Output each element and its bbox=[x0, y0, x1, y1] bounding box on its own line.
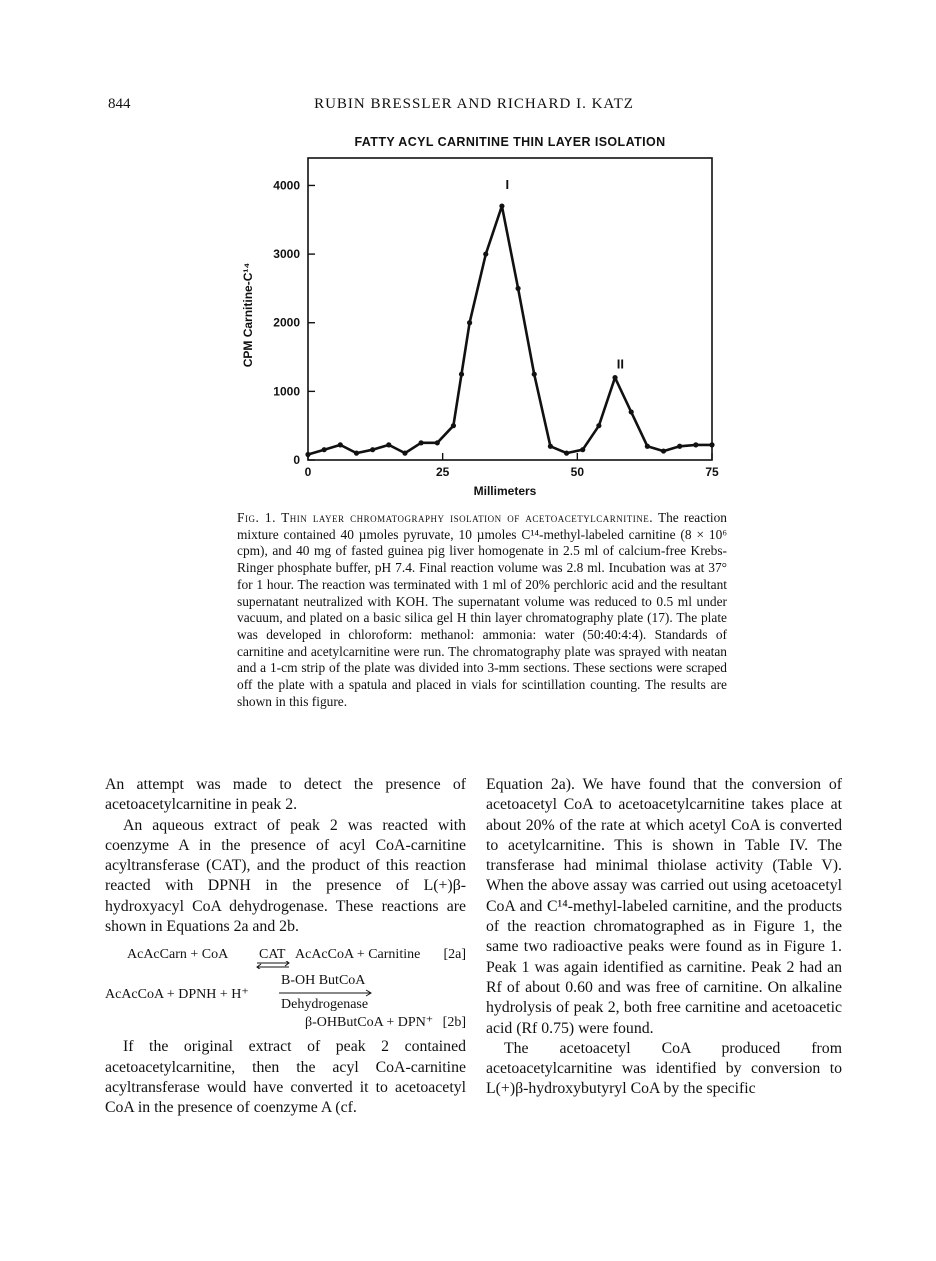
eq2b-tag: [2b] bbox=[442, 1015, 466, 1031]
data-point bbox=[305, 452, 310, 457]
eq2b-left: AcAcCoA + DPNH + H⁺ bbox=[105, 987, 249, 1003]
caption-title: Thin layer chromatography isolation of acetoacetylcarnitine. bbox=[281, 510, 654, 525]
x-tick-label: 0 bbox=[304, 465, 312, 479]
paragraph: An attempt was made to detect the presence of acetoacetylcarnitine in peak 2. bbox=[105, 776, 466, 814]
eq2a-enzyme: CAT bbox=[259, 947, 286, 963]
eq2b-enzyme-bottom: Dehydrogenase bbox=[281, 997, 369, 1013]
eq2b-right: β-OHButCoA + DPN⁺ bbox=[305, 1015, 434, 1031]
data-point bbox=[483, 251, 488, 256]
x-axis-label: Millimeters bbox=[473, 484, 537, 498]
data-point bbox=[532, 372, 537, 377]
eq2a-left: AcAcCarn + CoA bbox=[127, 947, 229, 963]
data-point bbox=[499, 203, 504, 208]
peak-label: I bbox=[505, 176, 510, 192]
equation-2a bbox=[105, 943, 466, 969]
equilibrium-arrow-icon bbox=[255, 961, 291, 969]
paragraph: An aqueous extract of peak 2 was reacted with coenzyme A in the presence of acyl CoA-carnitine acyltransferase (CAT), and the product of this reaction reacted with DPNH in the presence of L(+)β-hydroxyacyl CoA dehydrogenase. These reactions are shown in Equations 2a and 2b. bbox=[105, 816, 466, 936]
data-point bbox=[580, 447, 585, 452]
data-point bbox=[661, 448, 666, 453]
chart-axes bbox=[308, 158, 712, 460]
data-point bbox=[693, 442, 698, 447]
data-point bbox=[370, 447, 375, 452]
data-point bbox=[338, 442, 343, 447]
caption-body: The reaction mixture contained 40 µmoles pyruvate, 10 µmoles C¹⁴-methyl-labeled carnitine (8 × 10⁶ cpm), and 40 mg of fasted guinea pig liver homogenate in 2.5 ml of calcium-free Krebs-Ringer phosphate buffer, pH 7.4. Final reaction volume was 2.8 ml. Incubation was at 37° for 1 hour. The reaction was terminated with 1 ml of 20% perchloric acid and the resultant supernatant neutralized with KOH. The supernatant volume was reduced to 0.5 ml under vacuum, and plated on a basic silica gel H thin layer chromatography plate (17). The plate was developed in chloroform: methanol: ammonia: water (50:40:4:4). Standards of carnitine and acetylcarnitine were run. The chromatography plate was sprayed with neatan and a 1-cm strip of the plate was divided into 3-mm sections. These sections were scraped off the plate with a spatula and placed in vials for scintillation counting. The results are shown in this figure. bbox=[237, 510, 727, 709]
data-point bbox=[515, 286, 520, 291]
y-tick-label: 4000 bbox=[273, 178, 300, 193]
y-tick-label: 0 bbox=[293, 453, 300, 467]
paragraph: The acetoacetyl CoA produced from acetoacetylcarnitine was identified by conversion to L(+)β-hydroxybutyryl CoA by the specific bbox=[486, 1039, 842, 1098]
page-number: 844 bbox=[108, 96, 131, 112]
author-header: RUBIN BRESSLER AND RICHARD I. KATZ bbox=[314, 96, 634, 112]
chart-annotations bbox=[505, 177, 624, 372]
figure-caption bbox=[237, 510, 727, 710]
data-point bbox=[709, 442, 714, 447]
chart-series bbox=[305, 203, 714, 457]
data-point bbox=[419, 440, 424, 445]
data-point bbox=[564, 451, 569, 456]
data-point bbox=[402, 451, 407, 456]
equation-2b bbox=[105, 969, 466, 1029]
paragraph: If the original extract of peak 2 contained acetoacetylcarnitine, then the acyl CoA-carnitine acyltransferase would have converted it to acetoacetyl CoA in the presence of coenzyme A (cf. bbox=[105, 1038, 466, 1117]
data-point bbox=[612, 375, 617, 380]
data-point bbox=[596, 423, 601, 428]
plot-frame bbox=[308, 158, 712, 460]
left-column bbox=[105, 775, 466, 1119]
data-point bbox=[629, 409, 634, 414]
eq2a-right: AcAcCoA + Carnitine bbox=[295, 947, 421, 963]
data-point bbox=[459, 372, 464, 377]
data-point bbox=[677, 444, 682, 449]
data-point bbox=[451, 423, 456, 428]
series-line bbox=[308, 206, 712, 455]
data-point bbox=[645, 444, 650, 449]
right-column bbox=[486, 775, 842, 1100]
peak-label: II bbox=[616, 356, 625, 372]
caption-label: Fig. 1. bbox=[237, 510, 276, 525]
running-head bbox=[108, 96, 840, 118]
y-axis-label: CPM Carnitine-C¹⁴ bbox=[241, 262, 255, 368]
x-tick-label: 50 bbox=[570, 465, 585, 479]
data-point bbox=[467, 320, 472, 325]
x-tick-label: 75 bbox=[705, 465, 719, 479]
y-tick-label: 3000 bbox=[273, 247, 300, 262]
data-point bbox=[386, 442, 391, 447]
y-tick-label: 2000 bbox=[273, 315, 300, 330]
x-tick-label: 25 bbox=[435, 465, 450, 479]
chromatography-chart bbox=[230, 150, 730, 500]
data-point bbox=[548, 444, 553, 449]
data-point bbox=[435, 440, 440, 445]
data-point bbox=[322, 447, 327, 452]
chart-title: FATTY ACYL CARNITINE THIN LAYER ISOLATION bbox=[354, 135, 666, 149]
eq2a-tag: [2a] bbox=[443, 947, 466, 963]
paragraph: Equation 2a). We have found that the conversion of acetoacetyl CoA to acetoacetylcarnitine takes place at about 20% of the rate at which acetyl CoA is converted to acetylcarnitine. This is shown in Table IV. The transferase had minimal thiolase activity (Table V). When the above assay was carried out using acetoacetyl CoA and C¹⁴-methyl-labeled carnitine, and the products of the reaction chromatographed as in Figure 1, the same two radioactive peaks were found as in Figure 1. Peak 1 was again identified as carnitine. Peak 2 had an Rf of about 0.60 and was free of carnitine. On alkaline hydrolysis of peak 2, both free carnitine and acetoacetic acid (Rf 0.75) were found. bbox=[486, 776, 842, 1037]
data-point bbox=[354, 451, 359, 456]
eq2b-enzyme-top: B-OH ButCoA bbox=[281, 973, 366, 989]
y-tick-label: 1000 bbox=[273, 384, 300, 399]
